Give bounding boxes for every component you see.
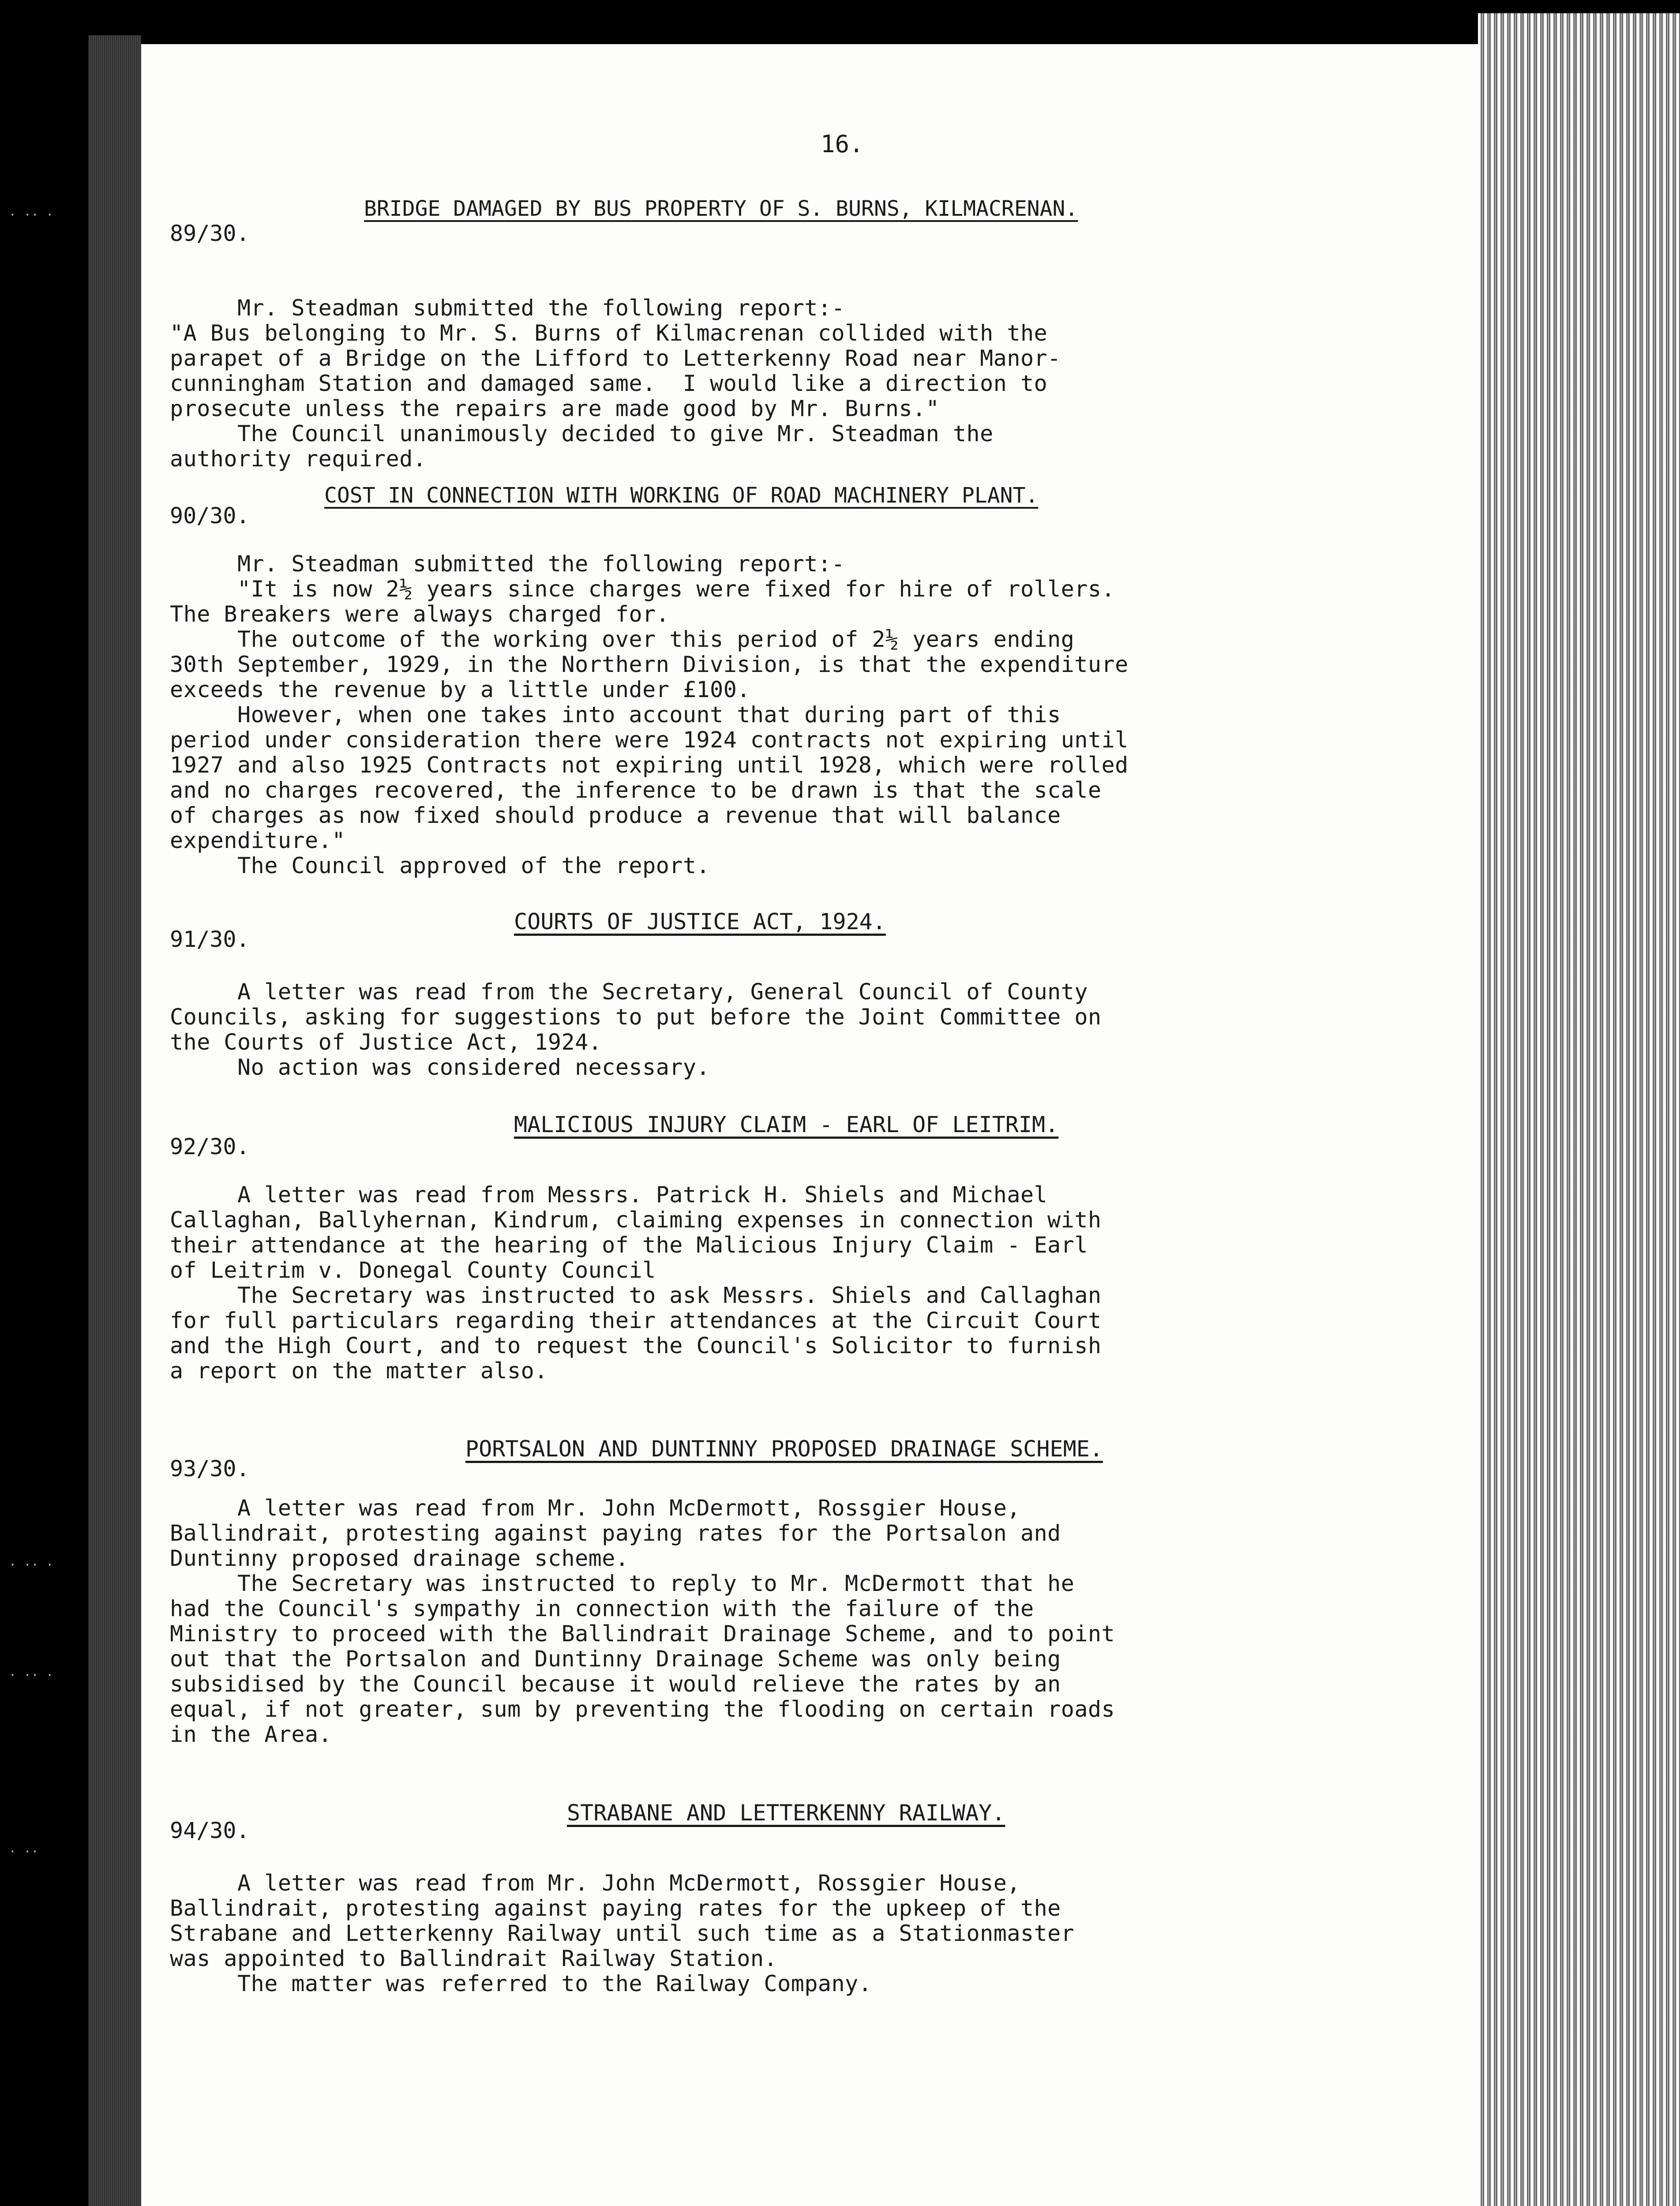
section-title: BRIDGE DAMAGED BY BUS PROPERTY OF S. BURNS, KILMACRENAN. [364, 196, 1078, 221]
section-number: 90/30. [170, 503, 250, 529]
section-number: 89/30. [170, 221, 250, 246]
scan-left-margin [0, 0, 88, 2206]
section-body: Mr. Steadman submitted the following report:- "A Bus belonging to Mr. S. Burns of Kilmacrenan collided with the parapet of a Bridge on the Lifford to Letterkenny Road near Manor- cunningham Station and damaged same. I would like a direction to prosecute unless the repairs are made good by Mr. Burns." The Council unanimously decided to give Mr. Steadman the authority required. [170, 295, 1061, 472]
section-body: A letter was read from Mr. John McDermott, Rossgier House, Ballindrait, protesting against paying rates for the upkeep of the Strabane and Letterkenny Railway until such time as a Stationmaster was appointed to Ballindrait Railway Station. The matter was referred to the Railway Company. [170, 1870, 1075, 1996]
section-number: 91/30. [170, 927, 250, 952]
binding-hole-marks: · ·· · [9, 1668, 54, 1682]
page-edges [1478, 13, 1680, 2206]
section-title: COST IN CONNECTION WITH WORKING OF ROAD MACHINERY PLANT. [324, 483, 1039, 508]
page-number: 16. [821, 130, 864, 158]
binding-hole-marks: · ·· [9, 1844, 39, 1859]
book-spine-shadow [88, 35, 141, 2206]
minutes-body [141, 44, 1478, 2206]
section-body: A letter was read from Mr. John McDermott, Rossgier House, Ballindrait, protesting against paying rates for the Portsalon and Duntinny proposed drainage scheme. The Secretary was instructed to reply to Mr. McDermott that he had the Council's sympathy in connection with the failure of the Ministry to proceed with the Ballindrait Drainage Scheme, and to point out that the Portsalon and Duntinny Drainage Scheme was only being subsidised by the Council because it would relieve the rates by an equal, if not greater, sum by preventing the flooding on certain roads in the Area. [170, 1495, 1115, 1747]
section-title: MALICIOUS INJURY CLAIM - EARL OF LEITRIM. [514, 1112, 1059, 1137]
section-body: Mr. Steadman submitted the following report:- "It is now 2½ years since charges were fixed for hire of rollers. The Breakers were always charged for. The outcome of the working over this period of 2½ years ending 30th September, 1929, in the Northern Division, is that the expenditure exceeds the revenue by a little under £100. However, when one takes into account that during part of this period under consideration there were 1924 contracts not expiring until 1927 and also 1925 Contracts not expiring until 1928, which were rolled and no charges recovered, the inference to be drawn is that the scale of charges as now fixed should produce a revenue that will balance expenditure." The Council approved of the report. [170, 551, 1129, 878]
binding-hole-marks: · ·· · [9, 1557, 54, 1572]
section-body: A letter was read from the Secretary, General Council of County Councils, asking for suggestions to put before the Joint Committee on the Courts of Justice Act, 1924. No action was considered necessary. [170, 979, 1102, 1080]
section-number: 94/30. [170, 1818, 250, 1843]
section-number: 92/30. [170, 1134, 250, 1159]
section-title: COURTS OF JUSTICE ACT, 1924. [514, 909, 886, 934]
section-title: PORTSALON AND DUNTINNY PROPOSED DRAINAGE SCHEME. [465, 1436, 1103, 1462]
section-body: A letter was read from Messrs. Patrick H. Shiels and Michael Callaghan, Ballyhernan, Kindrum, claiming expenses in connection with their attendance at the hearing of the Malicious Injury Claim - Earl of Leitrim v. Donegal County Council The Secretary was instructed to ask Messrs. Shiels and Callaghan for full particulars regarding their attendances at the Circuit Court and the High Court, and to request the Council's Solicitor to furnish a report on the matter also. [170, 1182, 1102, 1384]
section-title: STRABANE AND LETTERKENNY RAILWAY. [567, 1800, 1005, 1826]
binding-hole-marks: · ·· · [9, 207, 54, 222]
document-page [141, 44, 1478, 2206]
section-number: 93/30. [170, 1456, 250, 1482]
